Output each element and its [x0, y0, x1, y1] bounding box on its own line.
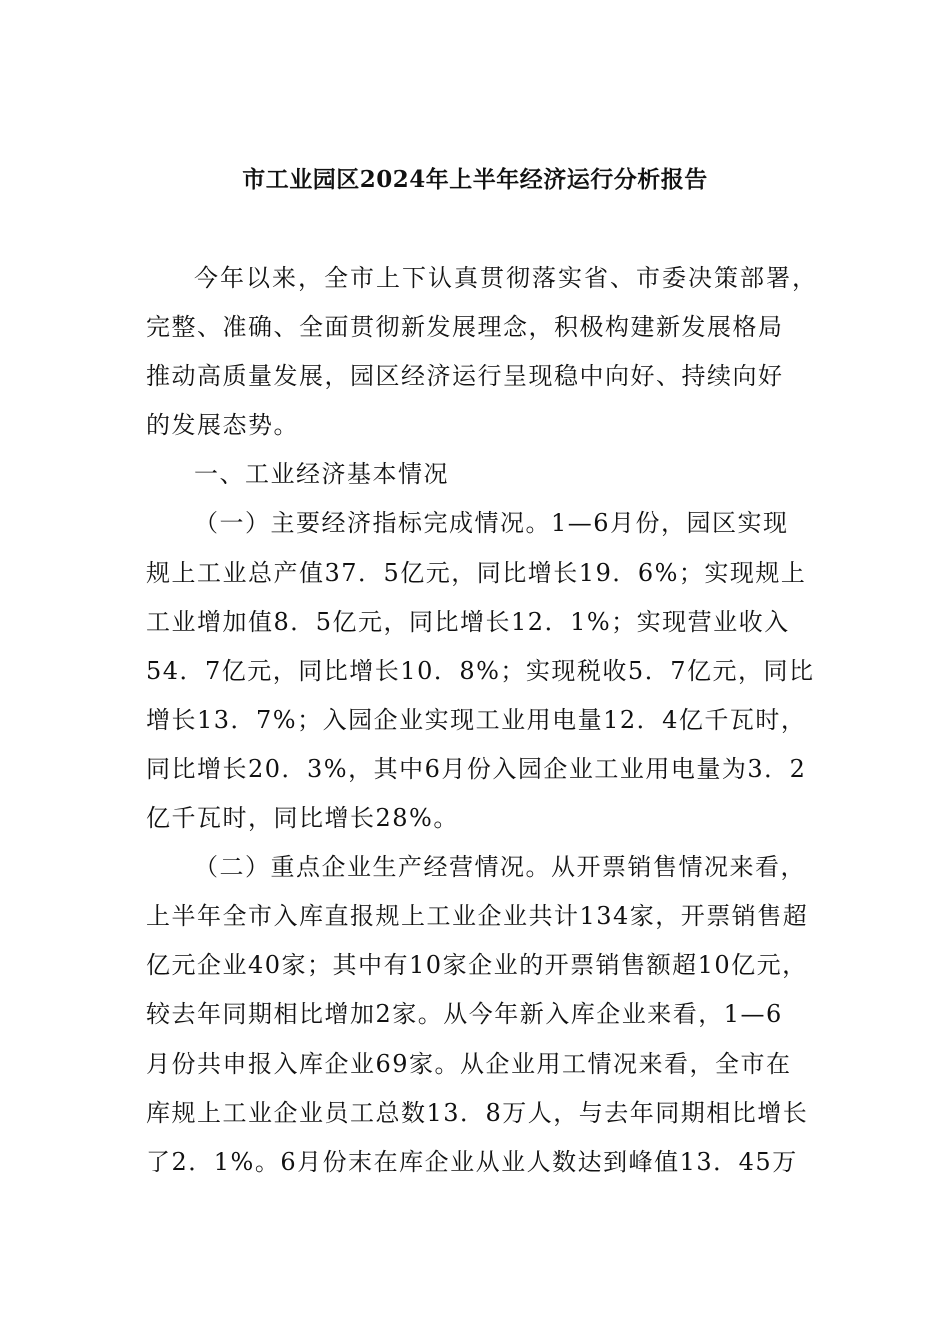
paragraph-intro-line-1: 今年以来，全市上下认真贯彻落实省、市委决策部署，: [194, 264, 818, 292]
document-body: [146, 254, 818, 1187]
paragraph-2-line-5: 月份共申报入库企业69家。从企业用工情况来看，全市在: [146, 1049, 792, 1078]
paragraph-2-line-6: 库规上工业企业员工总数13．8万人，与去年同期相比增长: [146, 1098, 809, 1127]
paragraph-1-line-1: （一）主要经济指标完成情况。1—6月份，园区实现: [194, 509, 789, 538]
paragraph-1-line-2: 规上工业总产值37．5亿元，同比增长19．6%；实现规上: [146, 558, 807, 587]
paragraph-2-line-3: 亿元企业40家；其中有10家企业的开票销售额超10亿元，: [146, 951, 808, 980]
paragraph-1-line-3: 工业增加值8．5亿元，同比增长12．1%；实现营业收入: [146, 607, 790, 636]
paragraph-1-line-4: 54．7亿元，同比增长10．8%；实现税收5．7亿元，同比: [146, 656, 815, 685]
paragraph-1-line-5: 增长13．7%；入园企业实现工业用电量12．4亿千瓦时，: [146, 705, 807, 734]
section-heading-1: 一、工业经济基本情况: [194, 460, 449, 489]
paragraph-1-line-6: 同比增长20．3%，其中6月份入园企业工业用电量为3．2: [146, 754, 807, 783]
paragraph-2-line-7: 了2．1%。6月份末在库企业从业人数达到峰值13．45万: [146, 1147, 798, 1176]
paragraph-intro-line-3: 推动高质量发展，园区经济运行呈现稳中向好、持续向好: [146, 362, 784, 391]
paragraph-2-line-1: （二）重点企业生产经营情况。从开票销售情况来看，: [194, 853, 806, 882]
paragraph-2-line-4: 较去年同期相比增加2家。从今年新入库企业来看，1—6: [146, 1000, 783, 1029]
document-title: 市工业园区2024年上半年经济运行分析报告: [242, 166, 708, 193]
paragraph-2-line-2: 上半年全市入库直报规上工业企业共计134家，开票销售超: [146, 902, 809, 931]
paragraph-1-line-7: 亿千瓦时，同比增长28%。: [146, 804, 459, 833]
paragraph-intro-line-4: 的发展态势。: [146, 411, 299, 440]
paragraph-intro-line-2: 完整、准确、全面贯彻新发展理念，积极构建新发展格局: [146, 313, 784, 342]
